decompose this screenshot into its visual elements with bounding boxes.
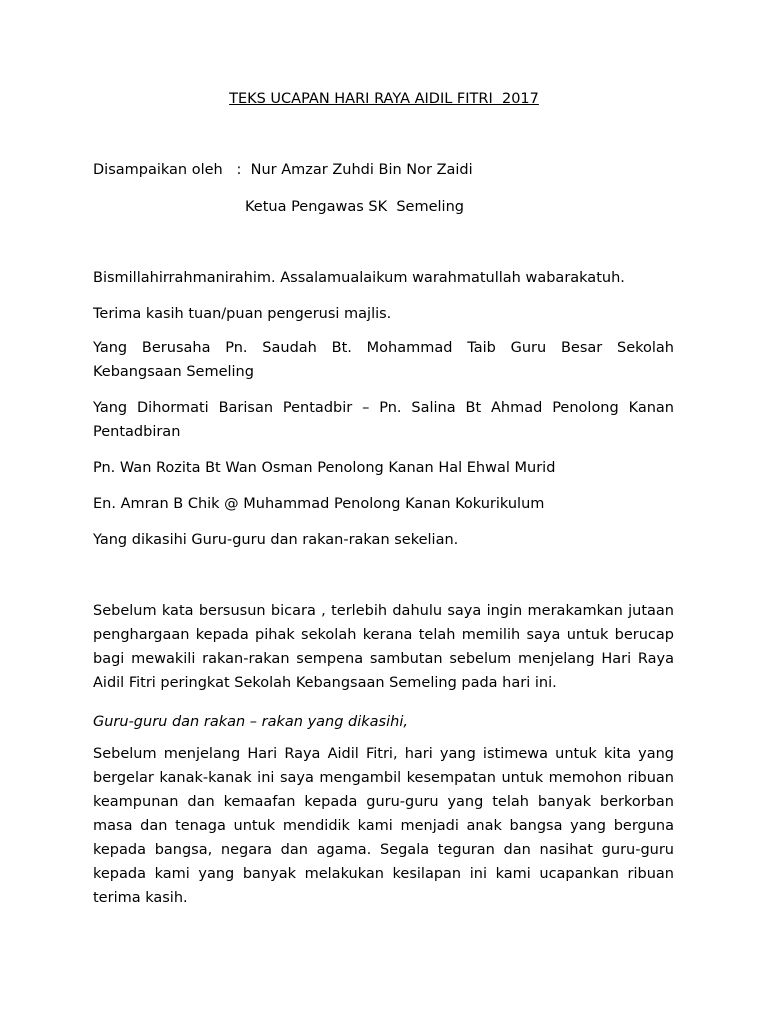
body-paragraph-2: Sebelum menjelang Hari Raya Aidil Fitri, hari yang istimewa untuk kita yang bergelar kanak-kanak ini saya mengambil kesempatan untuk memohon ribuan keampunan dan kemaafan kepada guru-guru yang telah banyak berkorban masa dan tenaga untuk mendidik kami menjadi anak bangsa yang berguna kepada bangsa, negara dan agama. Segala teguran dan nasihat guru-guru kepada kami yang banyak melakukan kesilapan ini kami ucapankan ribuan terima kasih. xyxy=(93,746,674,906)
sender-role: Ketua Pengawas SK Semeling xyxy=(245,199,464,215)
address-admin: Yang Dihormati Barisan Pentadbir – Pn. Salina Bt Ahmad Penolong Kanan Pentadbiran xyxy=(93,400,674,440)
sender-line: Disampaikan oleh : Nur Amzar Zuhdi Bin Nor Zaidi xyxy=(93,162,473,178)
opening-greeting: Bismillahirrahmanirahim. Assalamualaikum warahmatullah wabarakatuh. xyxy=(93,270,625,286)
page-title: TEKS UCAPAN HARI RAYA AIDIL FITRI 2017 xyxy=(229,91,539,107)
address-student-affairs: Pn. Wan Rozita Bt Wan Osman Penolong Kanan Hal Ehwal Murid xyxy=(93,460,556,476)
body-paragraph-1: Sebelum kata bersusun bicara , terlebih dahulu saya ingin merakamkan jutaan penghargaan kepada pihak sekolah kerana telah memilih saya untuk berucap bagi mewakili rakan-rakan sempena sambutan sebelum menjelang Hari Raya Aidil Fitri peringkat Sekolah Kebangsaan Semeling pada hari ini. xyxy=(93,603,674,691)
thanks-chair: Terima kasih tuan/puan pengerusi majlis. xyxy=(93,306,392,322)
address-italic: Guru-guru dan rakan – rakan yang dikasihi, xyxy=(93,714,408,730)
address-headmaster: Yang Berusaha Pn. Saudah Bt. Mohammad Taib Guru Besar Sekolah Kebangsaan Semeling xyxy=(93,340,674,380)
address-cocurriculum: En. Amran B Chik @ Muhammad Penolong Kanan Kokurikulum xyxy=(93,496,545,512)
address-teachers-friends: Yang dikasihi Guru-guru dan rakan-rakan sekelian. xyxy=(93,532,459,548)
